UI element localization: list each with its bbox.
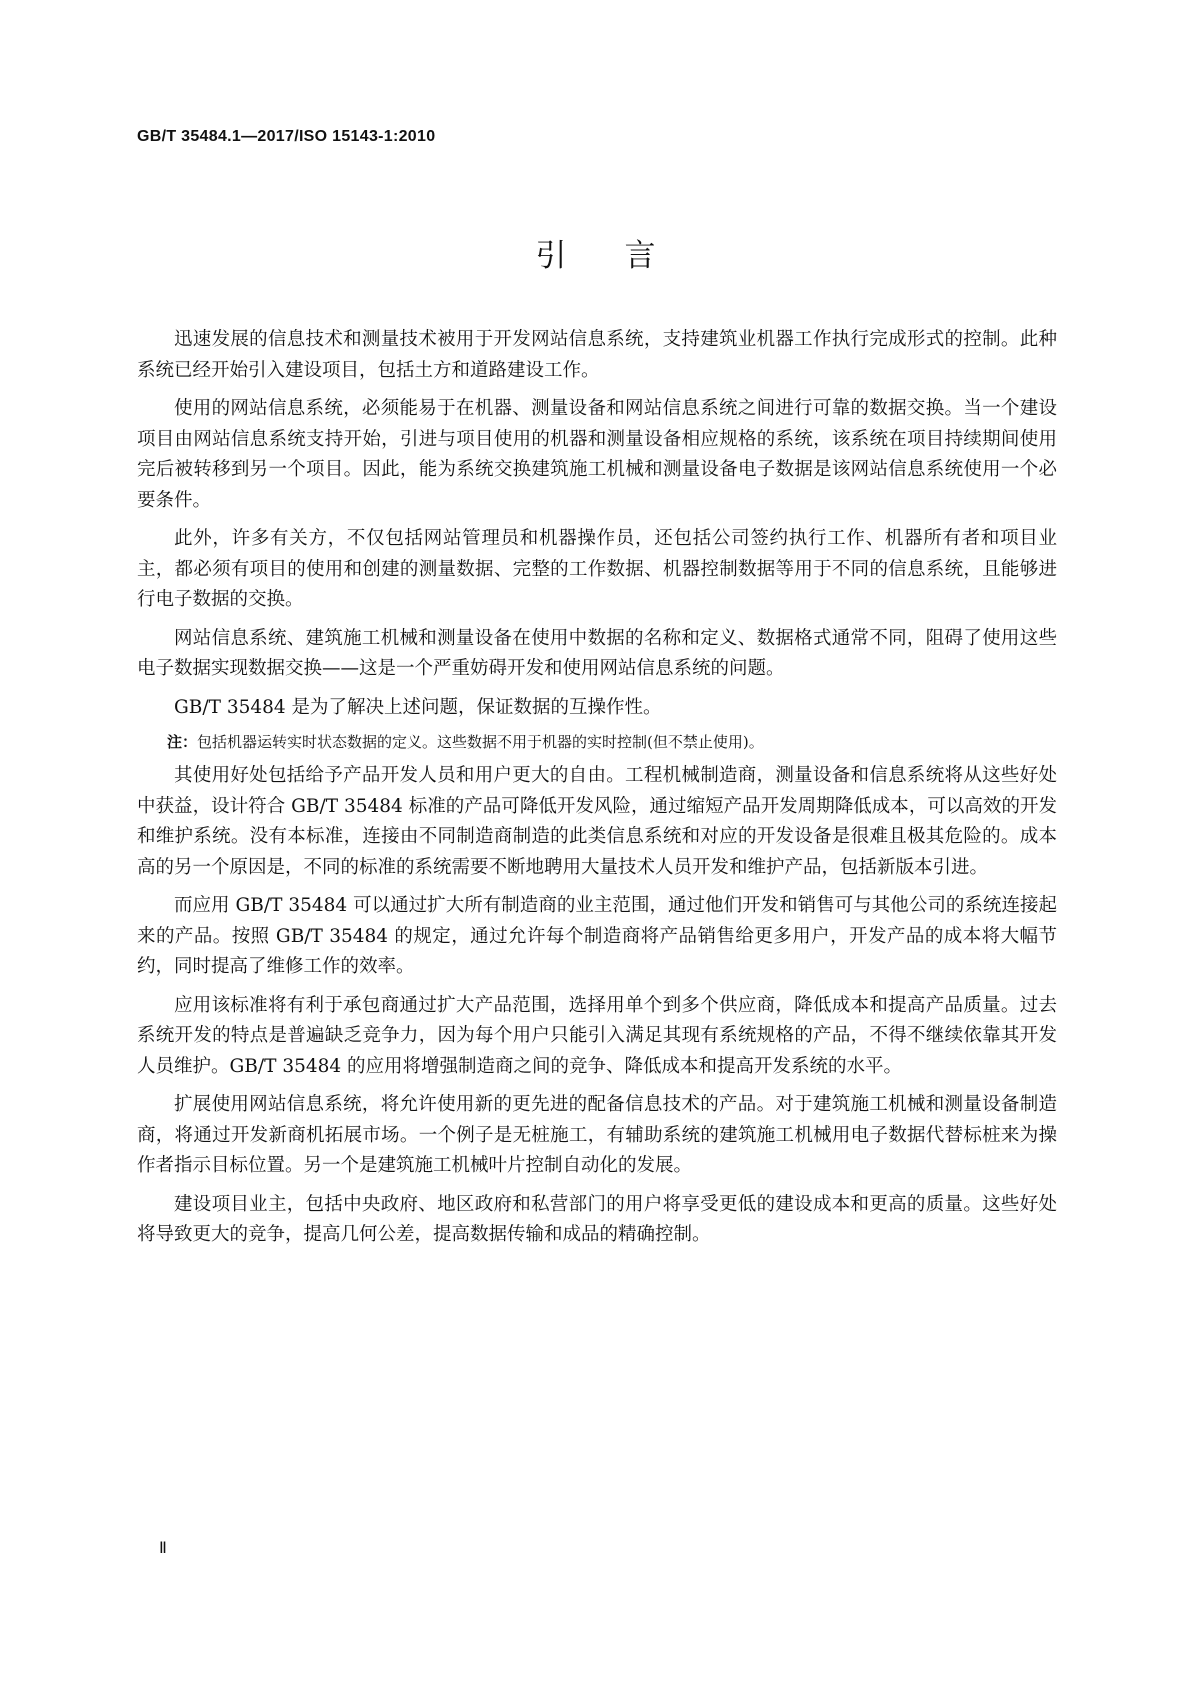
paragraph-1: 迅速发展的信息技术和测量技术被用于开发网站信息系统，支持建筑业机器工作执行完成形式的控制。此种系统已经开始引入建设项目，包括土方和道路建设工作。	[137, 329, 1057, 381]
paragraph-9: 扩展使用网站信息系统，将允许使用新的更先进的配备信息技术的产品。对于建筑施工机械和测量设备制造商，将通过开发新商机拓展市场。一个例子是无桩施工，有辅助系统的建筑施工机械用电子数据代替标桩来为操作者指示目标位置。另一个是建筑施工机械叶片控制自动化的发展。	[137, 1094, 1057, 1176]
note-text: 包括机器运转实时状态数据的定义。这些数据不用于机器的实时控制(但不禁止使用)。	[197, 733, 764, 751]
paragraph-4: 网站信息系统、建筑施工机械和测量设备在使用中数据的名称和定义、数据格式通常不同，阻碍了使用这些电子数据实现数据交换——这是一个严重妨碍开发和使用网站信息系统的问题。	[137, 627, 1057, 679]
paragraph-7: 而应用 GB/T 35484 可以通过扩大所有制造商的业主范围，通过他们开发和销售可与其他公司的系统连接起来的产品。按照 GB/T 35484 的规定，通过允许每个制造商将产品销售给更多用户，开发产品的成本将大幅节约，同时提高了维修工作的效率。	[137, 895, 1057, 977]
paragraph-8: 应用该标准将有利于承包商通过扩大产品范围，选择用单个到多个供应商，降低成本和提高产品质量。过去系统开发的特点是普遍缺乏竞争力，因为每个用户只能引入满足其现有系统规格的产品，不得不继续依靠其开发人员维护。GB/T 35484 的应用将增强制造商之间的竞争、降低成本和提高开发系统的水平。	[137, 994, 1057, 1077]
paragraph-6: 其使用好处包括给予产品开发人员和用户更大的自由。工程机械制造商，测量设备和信息系统将从这些好处中获益，设计符合 GB/T 35484 标准的产品可降低开发风险，通过缩短产品开发周期降低成本，可以高效的开发和维护系统。没有本标准，连接由不同制造商制造的此类信息系统和对应的开发设备是很难且极其危险的。成本高的另一个原因是，不同的标准的系统需要不断地聘用大量技术人员开发和维护产品，包括新版本引进。	[137, 765, 1057, 878]
page-number: Ⅱ	[159, 1540, 167, 1557]
note	[137, 729, 1057, 755]
page-title: 引言	[535, 238, 714, 274]
note-label: 注：	[167, 733, 198, 751]
standard-code-header: GB/T 35484.1—2017/ISO 15143-1:2010	[137, 128, 436, 145]
body-text	[137, 325, 1057, 1259]
paragraph-10: 建设项目业主，包括中央政府、地区政府和私营部门的用户将享受更低的建设成本和更高的质量。这些好处将导致更大的竞争，提高几何公差，提高数据传输和成品的精确控制。	[137, 1193, 1057, 1245]
paragraph-3: 此外，许多有关方，不仅包括网站管理员和机器操作员，还包括公司签约执行工作、机器所有者和项目业主，都必须有项目的使用和创建的测量数据、完整的工作数据、机器控制数据等用于不同的信息系统，且能够进行电子数据的交换。	[137, 528, 1057, 610]
paragraph-5: GB/T 35484 是为了解决上述问题，保证数据的互操作性。	[174, 696, 662, 718]
paragraph-2: 使用的网站信息系统，必须能易于在机器、测量设备和网站信息系统之间进行可靠的数据交换。当一个建设项目由网站信息系统支持开始，引进与项目使用的机器和测量设备相应规格的系统，该系统在项目持续期间使用完后被转移到另一个项目。因此，能为系统交换建筑施工机械和测量设备电子数据是该网站信息系统使用一个必要条件。	[137, 398, 1057, 511]
